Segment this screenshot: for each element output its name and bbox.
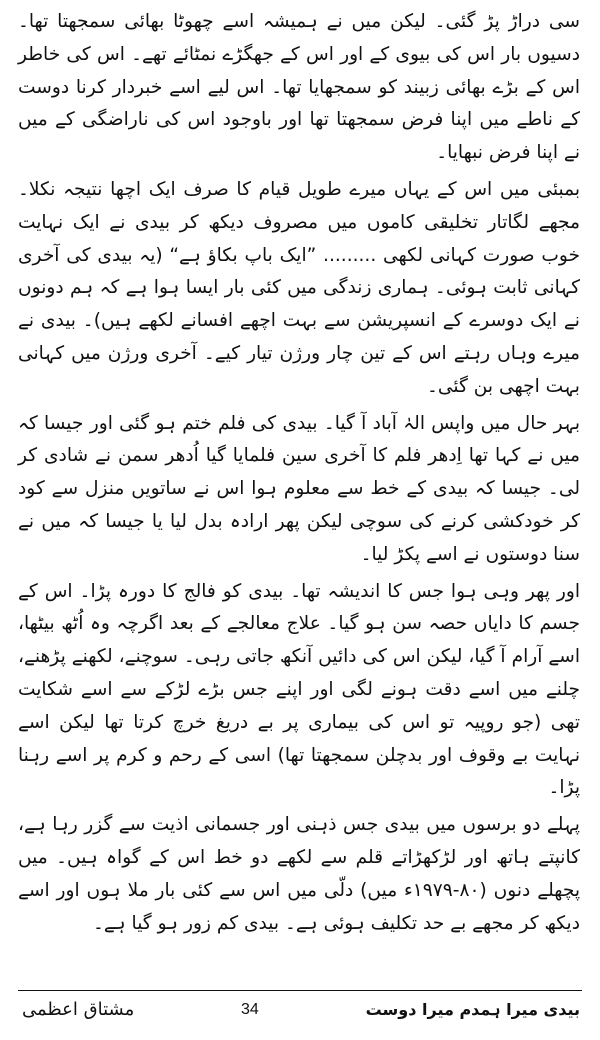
- paragraph-3: بہر حال میں واپس الہٰ آباد آ گیا۔ بیدی کی فلم ختم ہو گئی اور جیسا کہ میں نے کہا تھا اِدھر فلم کا آخری سین فلمایا گیا اُدھر سمن نے شادی کر لی۔ جیسا کہ بیدی کے خط سے معلوم ہوا اس نے ساتویں منزل سے کود کر خودکشی کرنے کی سوچی لیکن پھر ارادہ بدل لیا یا جیسا کہ میں نے سنا دوستوں نے اسے پکڑ لیا۔: [18, 412, 580, 565]
- paragraph-1: سی دراڑ پڑ گئی۔ لیکن میں نے ہمیشہ اسے چھوٹا بھائی سمجھتا تھا۔ دسیوں بار اس کی بیوی کے اور اس کے جھگڑے نمٹائے تھے۔ اس کی خاطر اس کے بڑے بھائی زبیند کو سمجھایا تھا۔ اس لیے اسے خبردار کرنا دوست کے ناطے میں اپنا فرض سمجھتا تھا اور باوجود اس کی ناراضگی کے میں نے اپنا فرض نبھایا۔: [18, 11, 580, 164]
- page-number: 34: [241, 1001, 259, 1018]
- footer-book-title: بیدی میرا ہمدم میرا دوست: [365, 1000, 580, 1019]
- paragraph-5: پہلے دو برسوں میں بیدی جس ذہنی اور جسمانی اذیت سے گزر رہا ہے، کانپتے ہاتھ اور لڑکھڑاتے قلم سے لکھے دو خط اس کے گواہ ہیں۔ میں پچھلے دنوں (۸۰-۱۹۷۹ء میں) دلّی میں اس سے کئی بار ملا ہوں اور اسے دیکھ کر مجھے بے حد تکلیف ہوئی ہے۔ بیدی کم زور ہو گیا ہے۔: [18, 814, 581, 934]
- footer-author: مشتاق اعظمی: [22, 999, 135, 1020]
- page-body: [18, 6, 580, 940]
- page-footer: [22, 996, 580, 1024]
- paragraph-4: اور پھر وہی ہوا جس کا اندیشہ تھا۔ بیدی کو فالج کا دورہ پڑا۔ اس کے جسم کا دایاں حصہ سن ہو گیا۔ علاج معالجے کے بعد اگرچہ وہ اُٹھ بیٹھا، اسے آرام آ گیا، لیکن اس کی دائیں آنکھ جاتی رہی۔ سوچنے، لکھنے پڑھنے، چلنے میں اسے دقت ہونے لگی اور اپنے جس بڑے لڑکے سے اسے شکایت تھی (جو روپیہ تو اس کی بیماری پر بے دریغ خرچ کرتا تھا لیکن اسے نہایت بے وقوف اور بدچلن سمجھتا تھا) اسی کے رحم و کرم پر اسے رہنا پڑا۔: [18, 580, 580, 799]
- paragraph-2: بمبئی میں اس کے یہاں میرے طویل قیام کا صرف ایک اچھا نتیجہ نکلا۔ مجھے لگاتار تخلیقی کاموں میں مصروف دیکھ کر بیدی نے ایک نہایت خوب صورت کہانی لکھی ......... ”ایک باپ بکاؤ ہے“ (یہ بیدی کی آخری کہانی ثابت ہوئی۔ ہماری زندگی میں کئی بار ایسا ہوا ہے کہ ہم دونوں نے ایک دوسرے کے انسپریشن سے بہت اچھے افسانے لکھے ہیں)۔ بیدی نے میرے وہاں رہتے اس کے تین چار ورژن تیار کیے۔ آخری ورژن میں کہانی بہت اچھی بن گئی۔: [18, 178, 580, 397]
- footer-divider: [18, 990, 582, 991]
